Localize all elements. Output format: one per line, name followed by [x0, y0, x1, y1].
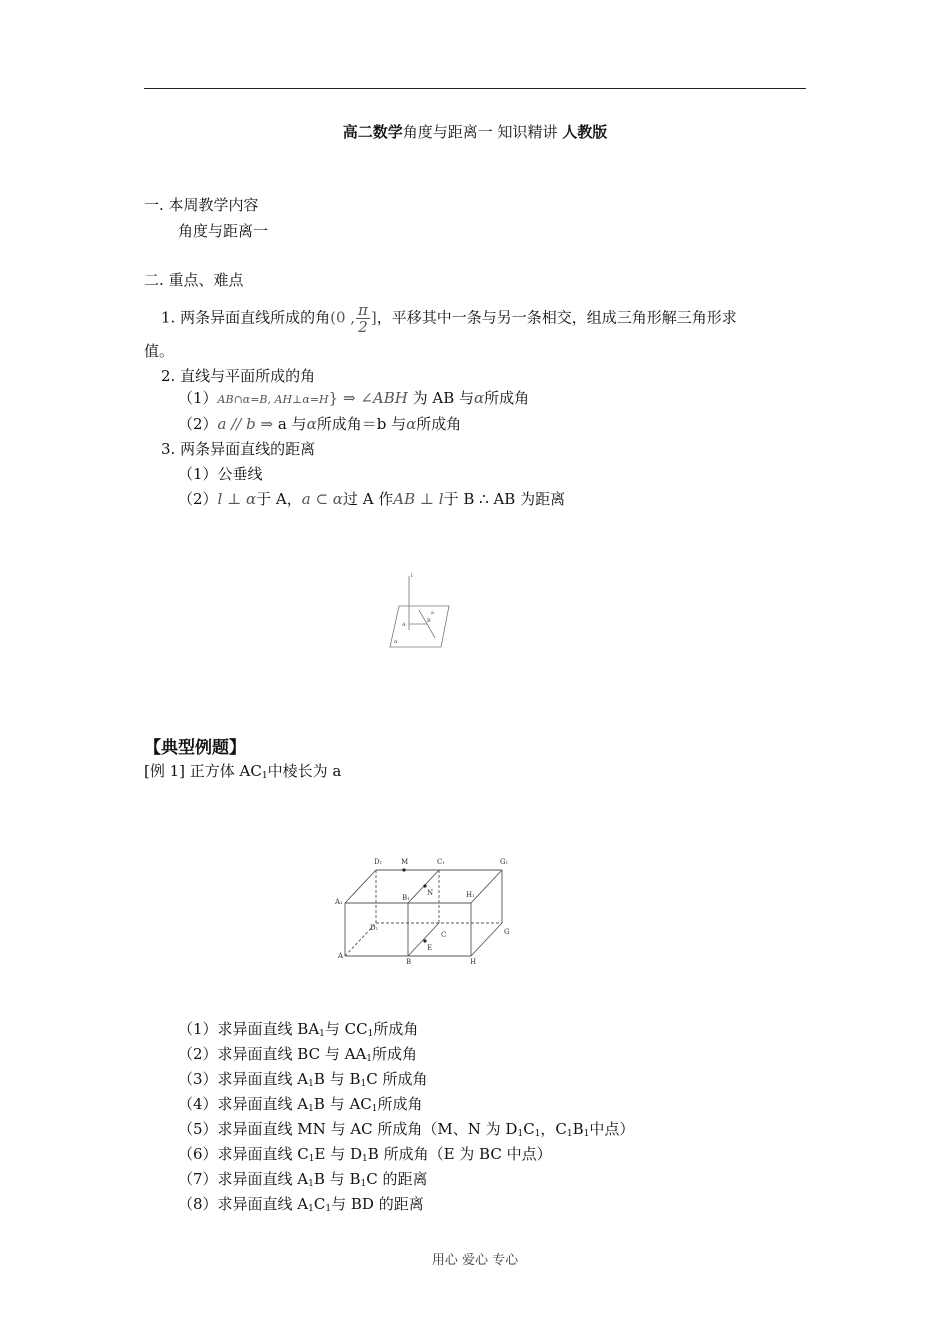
item1-line: 1. 两条异面直线所成的角(0 , $\frac{\pi}{2}$ ]，平移其中一条与另一条相交，组成三角形解三角形求: [161, 301, 737, 336]
svg-text:E: E: [427, 944, 433, 952]
svg-text:B: B: [406, 958, 412, 966]
point-m: [402, 868, 405, 871]
question-6: （6）求异面直线 $C_1E$ 与 $D_1B$ 所成角（E 为 BC 中点）: [178, 1145, 552, 1164]
box-figure: [330, 850, 530, 970]
pi-over-two: $\frac{\pi}{2}$: [358, 301, 368, 336]
point-n: [423, 884, 426, 887]
question-3: （3）求异面直线 $A_1B$ 与 $B_1C$ 所成角: [178, 1070, 428, 1089]
svg-text:D1: D1: [370, 924, 379, 932]
item3-2: （2）l ⊥ α于 A，a ⊂ α过 A 作AB ⊥ l于 B ∴ AB 为距离: [178, 490, 566, 508]
page-title: 高二数学角度与距离一 知识精讲 人教版: [342, 123, 608, 141]
section2-heading: 二. 重点、难点: [144, 271, 244, 289]
svg-text:α: α: [394, 639, 398, 645]
item3-heading: 3. 两条异面直线的距离: [161, 440, 316, 458]
svg-text:M: M: [401, 858, 409, 866]
question-7: （7）求异面直线 $A_1B$ 与 $B_1C$ 的距离: [178, 1170, 428, 1189]
header-rule: [144, 88, 806, 89]
item2-1: （1）AB∩α=B, AH⊥α=H} ⇒ ∠ABH 为 AB 与α所成角: [178, 389, 530, 407]
section1-heading: 一. 本周教学内容: [144, 196, 259, 214]
svg-text:B: B: [427, 618, 431, 624]
svg-text:H1: H1: [466, 891, 475, 899]
svg-text:C1: C1: [437, 858, 445, 866]
svg-text:N: N: [427, 889, 434, 897]
svg-text:A: A: [402, 622, 406, 628]
svg-text:H: H: [470, 958, 477, 966]
example1-title: [例 1] 正方体 $AC_1$中棱长为 a: [144, 762, 342, 781]
item1-continuation: 值。: [144, 342, 175, 360]
page-footer: 用心 爱心 专心: [431, 1253, 519, 1268]
svg-text:A1: A1: [335, 898, 343, 906]
svg-text:B1: B1: [402, 894, 410, 902]
svg-text:C: C: [441, 931, 447, 939]
point-e: [423, 939, 426, 942]
item3-1: （1）公垂线: [178, 465, 263, 483]
svg-text:a: a: [431, 610, 434, 616]
examples-heading: 【典型例题】: [144, 738, 246, 758]
svg-text:D1: D1: [374, 858, 383, 866]
svg-text:l: l: [411, 573, 413, 579]
item2-heading: 2. 直线与平面所成的角: [161, 367, 316, 385]
question-4: （4）求异面直线 $A_1B$ 与 $AC_1$所成角: [178, 1095, 423, 1114]
svg-text:A: A: [338, 952, 344, 960]
perpendicular-figure: [385, 568, 455, 653]
question-1: （1）求异面直线 $BA_1$与 $CC_1$所成角: [178, 1020, 419, 1039]
question-8: （8）求异面直线 $A_1C_1$与 BD 的距离: [178, 1195, 424, 1214]
svg-text:G: G: [504, 928, 510, 936]
item2-2: （2）a // b ⇒ a 与α所成角＝b 与α所成角: [178, 415, 462, 433]
svg-text:G1: G1: [500, 858, 509, 866]
question-2: （2）求异面直线 BC 与 $AA_1$所成角: [178, 1045, 418, 1064]
section1-content: 角度与距离一: [178, 222, 269, 240]
question-5: （5）求异面直线 MN 与 AC 所成角（M、N 为 $D_1C_1$，$C_1B_1$中点）: [178, 1120, 635, 1139]
